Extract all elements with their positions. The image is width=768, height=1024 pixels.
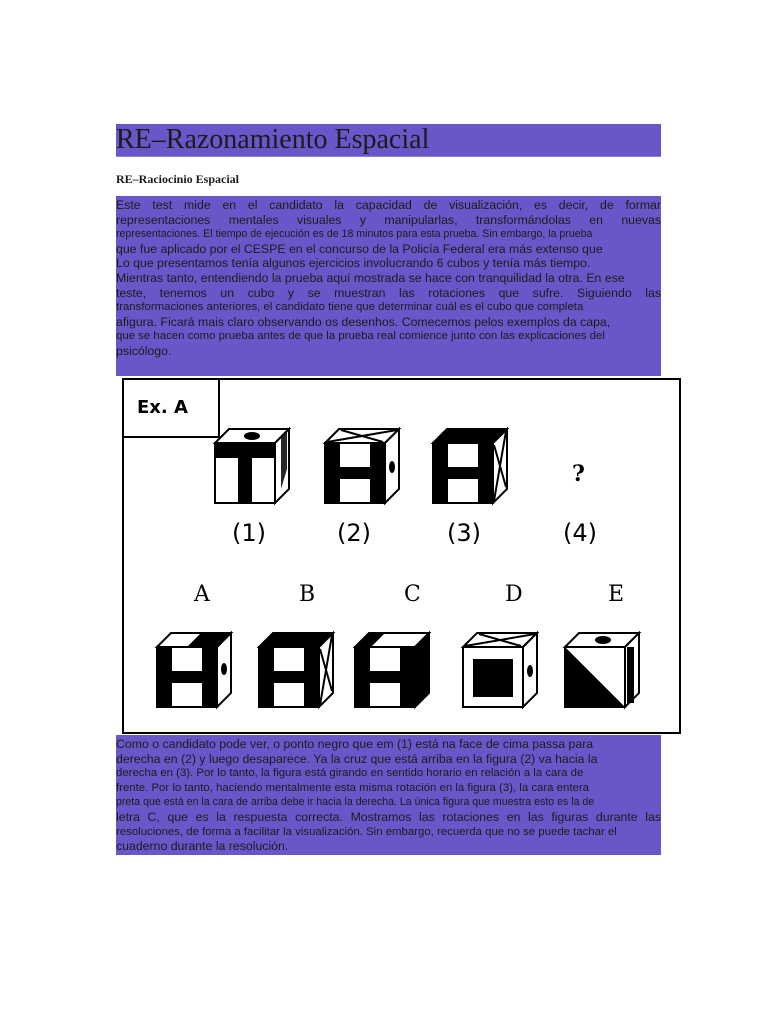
text-line: afigura. Ficará mais claro observando os desenhos. Comecemos pelos exemplos da capa, (116, 314, 611, 329)
spatial-reasoning-figure (119, 377, 682, 735)
page-subtitle: RE–Raciocinio Espacial (116, 172, 240, 186)
option-label-c: C (404, 582, 421, 607)
option-label-d: D (505, 582, 523, 607)
sequence-label-4: (4) (563, 519, 597, 547)
option-label-b: B (299, 582, 316, 607)
cube-2-icon (325, 429, 399, 503)
text-line: transformaciones anteriores, el candidato tiene que determinar cuál es el cubo que completa (116, 301, 584, 314)
paragraph-1 (116, 198, 661, 359)
text-line: preta que está en la cara de arriba debe ir hacia la derecha. La única figura que muestra esto es la de (116, 796, 595, 809)
text-line: Como o candidato pode ver, o ponto negro que em (1) está na face de cima passa para (116, 737, 594, 751)
option-e-cube-icon (565, 633, 639, 707)
paragraph-2 (116, 737, 661, 854)
cube-3-icon (433, 429, 507, 503)
example-label: Ex. A (137, 397, 188, 418)
option-a-cube-icon (157, 633, 231, 707)
text-line: Este test mide en el candidato la capacidad de visualización, es decir, de formar (116, 198, 661, 212)
sequence-label-3: (3) (447, 519, 481, 547)
figure-canvas (119, 377, 682, 735)
text-line: Lo que presentamos tenía algunos ejercicios involucrando 6 cubos y tenía más tiempo. (116, 256, 591, 271)
text-line: letra C, que es la respuesta correcta. Mostramos las rotaciones en las figuras durante las (116, 809, 661, 824)
text-line: derecha en (2) y luego desaparece. Ya la cruz que está arriba en la figura (2) va hacia la (116, 751, 598, 766)
option-b-cube-icon (259, 633, 333, 707)
option-d-cube-icon (463, 633, 537, 707)
text-line: psicólogo. (116, 343, 172, 358)
text-line: que fue aplicado por el CESPE en el concurso de la Policía Federal era más extenso que (116, 241, 603, 256)
text-line: frente. Por lo tanto, haciendo mentalmente esta misma rotación en la figura (3), la cara entera (116, 781, 589, 794)
option-c-cube-icon (355, 633, 429, 707)
text-line: derecha en (3). Por lo tanto, la figura está girando en sentido horario en relación a la cara de (116, 767, 584, 780)
text-line: representaciones. El tiempo de ejecución es de 18 minutos para esta prueba. Sin embargo, la prueba (116, 228, 593, 241)
question-mark: ? (572, 461, 585, 487)
sequence-label-2: (2) (337, 519, 371, 547)
text-line: cuaderno durante la resolución. (116, 839, 289, 854)
option-label-e: E (608, 582, 625, 607)
text-line: que se hacen como prueba antes de que la prueba real comience junto con las explicaciones del (116, 330, 605, 343)
option-label-a: A (194, 582, 210, 607)
text-line: representaciones mentales visuales y manipularlas, transformándolas en nuevas (116, 212, 661, 227)
cube-1-icon (215, 429, 289, 503)
page-title: RE–Razonamiento Espacial (116, 124, 661, 157)
sequence-label-1: (1) (232, 519, 266, 547)
text-line: resoluciones, de forma a facilitar la visualización. Sin embargo, recuerda que no se puede tachar el (116, 825, 617, 838)
text-line: teste, tenemos un cubo y se muestran las rotaciones que sufre. Siguiendo las (116, 285, 661, 300)
text-line: Mientras tanto, entendiendo la prueba aquí mostrada se hace con tranquilidad la otra. En ese (116, 270, 625, 285)
